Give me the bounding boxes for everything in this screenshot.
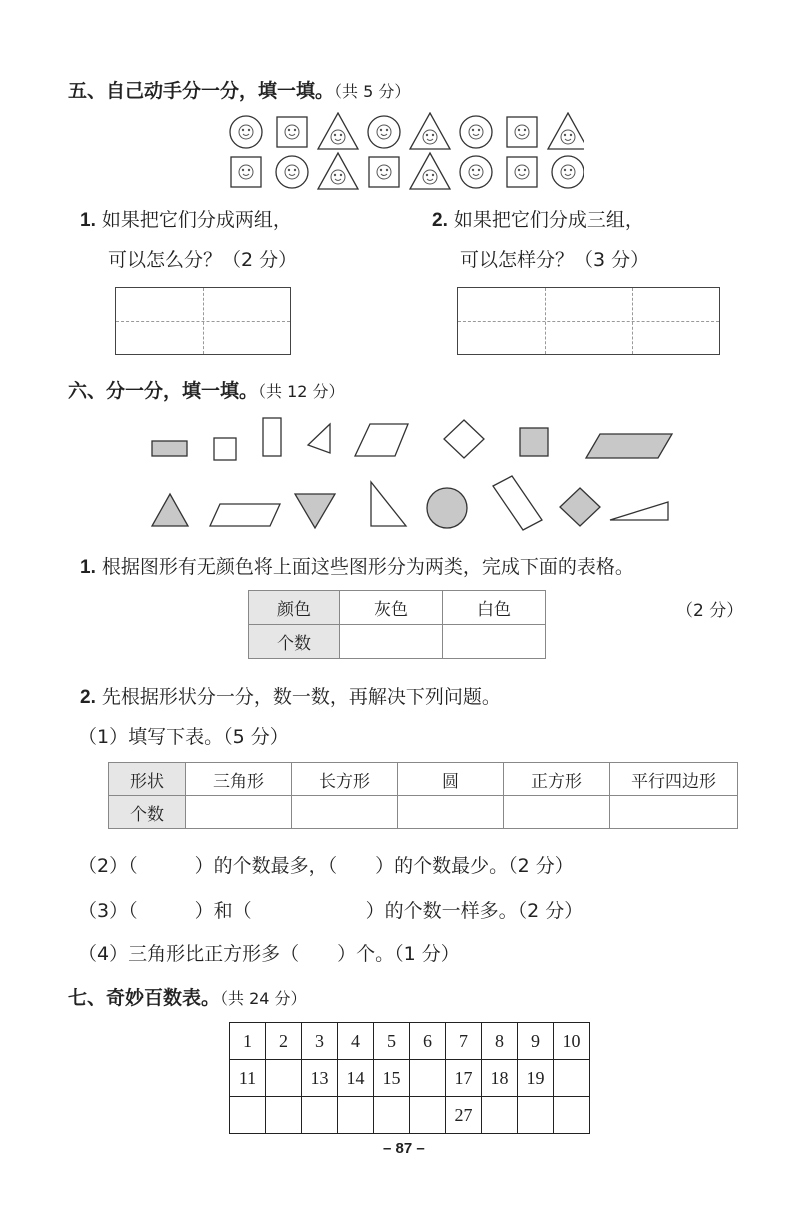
triangle-icon (318, 113, 358, 149)
triangle-icon (548, 113, 584, 149)
s6-q2-num: 2. (80, 687, 96, 708)
shape-table-header: 形状 (109, 763, 186, 796)
white-parallelogram-2 (210, 504, 280, 526)
s6-q2-sub4: （4）三角形比正方形多（ ）个。（1 分） (78, 943, 460, 965)
hundred-chart-cell: 8 (482, 1023, 518, 1060)
hundred-chart-cell: 11 (230, 1060, 266, 1097)
s5-q2-text: 如果把它们分成三组， (453, 209, 644, 231)
shape-table-triangle: 三角形 (186, 763, 292, 796)
circle-icon (552, 156, 584, 188)
gray-diamond-1 (560, 488, 600, 526)
hundred-chart-cell: 7 (446, 1023, 482, 1060)
hundred-chart-cell: 10 (554, 1023, 590, 1060)
hundred-chart-row (230, 1097, 590, 1134)
hundred-chart-cell[interactable] (554, 1060, 590, 1097)
hundred-chart-row (230, 1060, 590, 1097)
gray-square-1 (520, 428, 548, 456)
section5-icons (228, 112, 584, 192)
hundred-chart-cell[interactable] (554, 1097, 590, 1134)
s6-q2 (80, 682, 501, 709)
shape-table-circle: 圆 (398, 763, 504, 796)
color-table-white-count[interactable] (443, 625, 546, 659)
s5-q1-num: 1. (80, 210, 96, 231)
section7-points: （共 24 分） (220, 989, 307, 1008)
answer-box-three-groups[interactable] (457, 287, 720, 355)
hundred-chart-cell[interactable] (302, 1097, 338, 1134)
page-number: – 87 – (383, 1140, 425, 1157)
hundred-chart-cell[interactable] (230, 1097, 266, 1134)
gray-triangle-2 (295, 494, 335, 528)
gray-circle-1 (427, 488, 467, 528)
white-triangle-1 (308, 424, 330, 453)
s6-q1-points: （2 分） (676, 601, 744, 621)
section6-title-text: 六、分一分，填一填。 (68, 380, 259, 402)
white-diamond-1 (444, 420, 484, 458)
s5-q1-text: 如果把它们分成两组， (101, 209, 292, 231)
section7-title (68, 983, 307, 1010)
section5-title (68, 76, 410, 103)
s5-q2-num: 2. (432, 210, 448, 231)
white-rectangle-1 (263, 418, 281, 456)
shape-table-rectangle-count[interactable] (292, 796, 398, 829)
hundred-chart-cell[interactable] (374, 1097, 410, 1134)
s6-q1-num: 1. (80, 557, 96, 578)
circle-icon (368, 116, 400, 148)
answer-box-two-groups[interactable] (115, 287, 291, 355)
color-table (248, 590, 546, 659)
shape-table-square-count[interactable] (504, 796, 610, 829)
s6-q2-text: 先根据形状分一分，数一数，再解决下列问题。 (101, 686, 501, 708)
shape-table-parallelogram-count[interactable] (610, 796, 738, 829)
s6-q1-text: 根据图形有无颜色将上面这些图形分为两类，完成下面的表格。 (101, 556, 634, 578)
gray-triangle-1 (152, 494, 188, 526)
hundred-chart-cell: 1 (230, 1023, 266, 1060)
color-table-count-label: 个数 (249, 625, 340, 659)
hundred-chart-cell[interactable] (266, 1060, 302, 1097)
section5-title-text: 五、自己动手分一分，填一填。 (68, 80, 335, 102)
hundred-chart-cell: 3 (302, 1023, 338, 1060)
section6-title (68, 376, 345, 403)
triangle-icon (410, 153, 450, 189)
shape-table-count-label: 个数 (109, 796, 186, 829)
hundred-chart-cell: 13 (302, 1060, 338, 1097)
hundred-chart-cell[interactable] (338, 1097, 374, 1134)
triangle-icon (410, 113, 450, 149)
hundred-chart-cell[interactable] (266, 1097, 302, 1134)
hundred-chart-cell[interactable] (482, 1097, 518, 1134)
hundred-chart-cell[interactable] (410, 1060, 446, 1097)
white-triangle-3 (610, 502, 668, 520)
icon-row-2 (231, 153, 584, 189)
square-icon (369, 157, 399, 187)
icon-row-1 (230, 113, 584, 149)
square-icon (507, 157, 537, 187)
square-icon (231, 157, 261, 187)
circle-icon (460, 116, 492, 148)
s5-q1-line2: 可以怎么分？（2 分） (108, 249, 298, 271)
shape-table-rectangle: 长方形 (292, 763, 398, 796)
section6-shapes (140, 408, 680, 538)
gray-rectangle-1 (152, 441, 187, 456)
circle-icon (460, 156, 492, 188)
hundred-chart (229, 1022, 590, 1134)
section6-points: （共 12 分） (258, 382, 345, 401)
section5-points: （共 5 分） (334, 82, 411, 101)
triangle-icon (318, 153, 358, 189)
hundred-chart-cell: 4 (338, 1023, 374, 1060)
hundred-chart-cell[interactable] (518, 1097, 554, 1134)
hundred-chart-row (230, 1023, 590, 1060)
s6-q2-sub3: （3）（ ）和（ ）的个数一样多。（2 分） (78, 900, 584, 922)
shape-table-triangle-count[interactable] (186, 796, 292, 829)
s6-q2-sub1: （1）填写下表。（5 分） (78, 726, 289, 748)
shape-table-circle-count[interactable] (398, 796, 504, 829)
hundred-chart-cell: 18 (482, 1060, 518, 1097)
s6-q1 (80, 552, 634, 579)
shape-table-square: 正方形 (504, 763, 610, 796)
white-square-1 (214, 438, 236, 460)
gray-parallelogram-1 (586, 434, 672, 458)
hundred-chart-cell: 15 (374, 1060, 410, 1097)
hundred-chart-cell: 17 (446, 1060, 482, 1097)
hundred-chart-cell[interactable] (410, 1097, 446, 1134)
color-table-white: 白色 (443, 591, 546, 625)
white-triangle-2 (371, 482, 406, 526)
shape-table (108, 762, 738, 829)
s5-q2-line1 (432, 205, 644, 232)
circle-icon (276, 156, 308, 188)
s5-q1-line1 (80, 205, 292, 232)
color-table-header: 颜色 (249, 591, 340, 625)
hundred-chart-cell: 5 (374, 1023, 410, 1060)
circle-icon (230, 116, 262, 148)
color-table-gray-count[interactable] (340, 625, 443, 659)
hundred-chart-cell: 14 (338, 1060, 374, 1097)
s6-q2-sub2: （2）（ ）的个数最多，（ ）的个数最少。（2 分） (78, 855, 574, 877)
hundred-chart-cell: 19 (518, 1060, 554, 1097)
square-icon (277, 117, 307, 147)
s5-q2-line2: 可以怎样分？（3 分） (460, 249, 650, 271)
hundred-chart-cell: 2 (266, 1023, 302, 1060)
white-rectangle-2 (493, 476, 542, 530)
color-table-gray: 灰色 (340, 591, 443, 625)
section7-title-text: 七、奇妙百数表。 (68, 987, 221, 1009)
white-parallelogram-1 (355, 424, 408, 456)
hundred-chart-cell: 6 (410, 1023, 446, 1060)
hundred-chart-cell: 9 (518, 1023, 554, 1060)
square-icon (507, 117, 537, 147)
hundred-chart-cell: 27 (446, 1097, 482, 1134)
shape-table-parallelogram: 平行四边形 (610, 763, 738, 796)
